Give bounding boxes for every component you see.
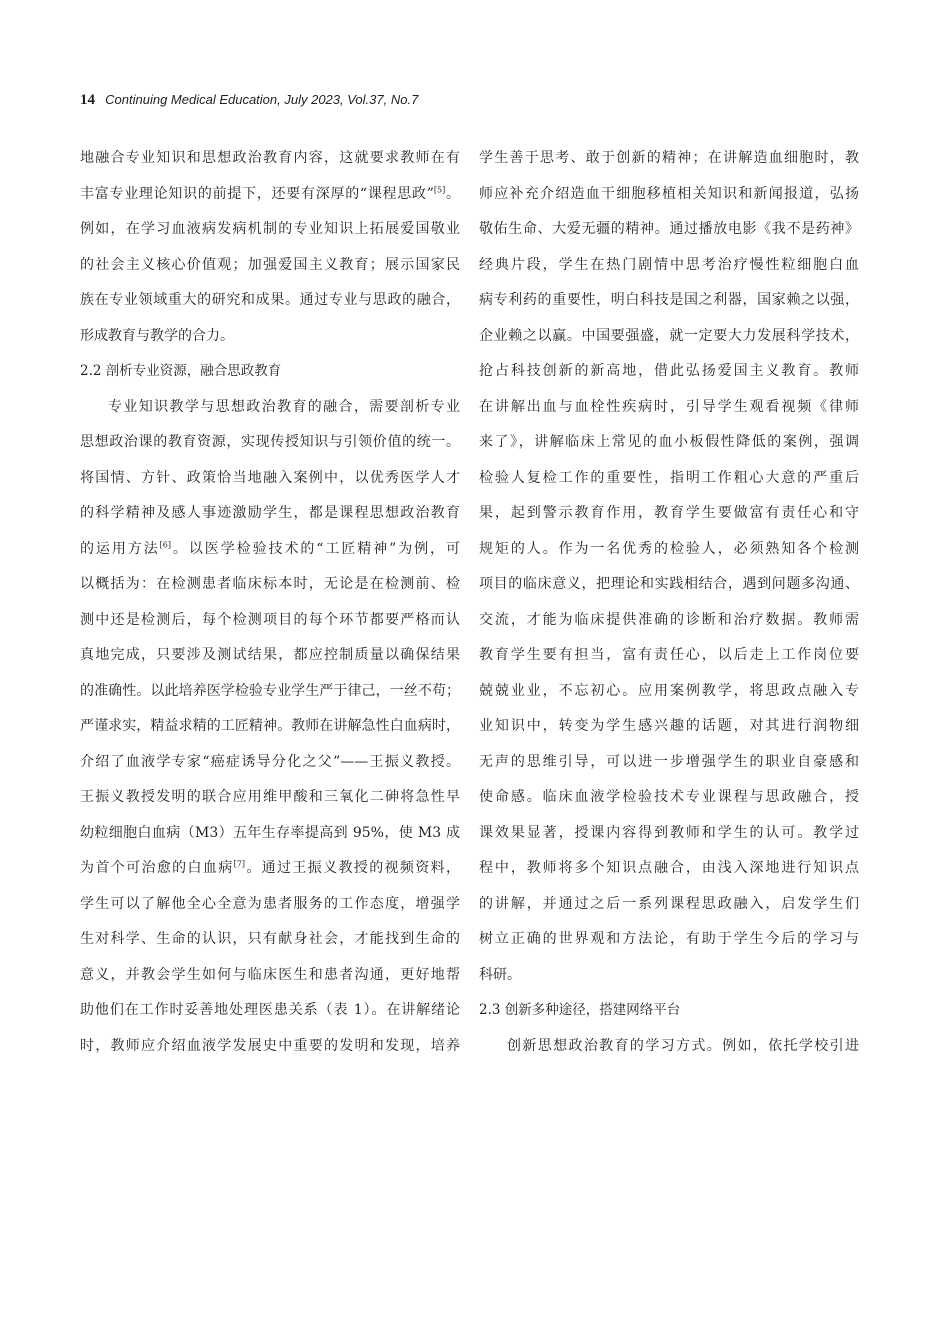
text-line [80,141,460,177]
line-text: 来了》，讲解临床上常见的血小板假性降低的案例，强调 [479,434,859,450]
citation-ref: [7] [233,859,245,869]
section-heading [80,354,460,390]
line-text: 使命感。临床血液学检验技术专业课程与思政融合，授 [479,789,859,805]
line-text: 交流，才能为临床提供准确的诊断和治疗数据。教师需 [479,611,859,628]
text-line [479,319,859,355]
line-text: 的社会主义核心价值观；加强爱国主义教育；展示国家民 [80,256,460,273]
text-line [80,887,460,923]
line-text: 时，教师应介绍血液学发展史中重要的发明和发现，培养 [80,1037,460,1054]
line-text: 科研。 [479,966,521,983]
line-text: 形成教育与教学的合力。 [80,327,234,344]
line-text: 地融合专业知识和思想政治教育内容，这就要求教师在有 [80,150,460,166]
text-line [479,780,859,816]
line-text: 的讲解，并通过之后一系列课程思政融入，启发学生们 [479,895,859,912]
line-text: 助他们在工作时妥善地处理医患关系（表 1）。在讲解绪论 [80,1002,460,1018]
section-heading [479,993,859,1029]
line-text: 企业赖之以赢。中国要强盛，就一定要大力发展科学技术， [479,327,859,344]
line-text: 病专利药的重要性，明白科技是国之利器，国家赖之以强， [479,292,859,308]
text-line [479,674,859,710]
line-text: 兢兢业业，不忘初心。应用案例教学，将思政点融入专 [479,682,859,699]
line-text: 课效果显著，授课内容得到教师和学生的认可。教学过 [479,824,859,841]
line-text: 将国情、方针、政策恰当地融入案例中，以优秀医学人才 [80,469,460,486]
text-line [80,638,460,674]
text-line [479,709,859,745]
line-text: 无声的思维引导，可以进一步增强学生的职业自豪感和 [479,753,859,770]
text-line [80,816,460,852]
journal-citation: Continuing Medical Education, July 2023, Vol.37, No.7 [105,92,419,107]
line-text: 2.2 剖析专业资源，融合思政教育 [80,363,282,379]
text-line [80,1029,460,1065]
line-text: 学生可以了解他全心全意为患者服务的工作态度，增强学 [80,895,460,912]
text-line [479,816,859,852]
line-text: 项目的临床意义，把理论和实践相结合，遇到问题多沟通、 [479,576,859,592]
line-text: 果，起到警示教育作用，教育学生要做富有责任心和守 [479,505,859,521]
line-text: 树立正确的世界观和方法论，有助于学生今后的学习与 [479,931,859,947]
line-text: 创新思想政治教育的学习方式。例如，依托学校引进 [507,1037,859,1054]
line-text: 测中还是检测后，每个检测项目的每个环节都要严格而认 [80,611,460,628]
line-text: 业知识中，转变为学生感兴趣的话题，对其进行润物细 [479,718,859,734]
line-text: 真地完成，只要涉及测试结果，都应控制质量以确保结果 [80,647,460,663]
text-line [479,283,859,319]
page-number: 14 [80,92,95,108]
text-line [80,958,460,994]
line-text: 以概括为：在检测患者临床标本时，无论是在检测前、检 [80,576,460,592]
text-line [80,212,460,248]
line-text: 幼粒细胞白血病（M3）五年生存率提高到 95%，使 M3 成 [80,824,460,841]
text-line [479,638,859,674]
text-line [479,887,859,923]
line-text: 的科学精神及感人事迹激励学生，都是课程思想政治教育 [80,505,460,521]
text-line [479,354,859,390]
citation-ref: [6] [159,539,171,549]
text-line [479,141,859,177]
text-line [479,390,859,426]
line-text: 规矩的人。作为一名优秀的检验人，必须熟知各个检测 [479,540,859,557]
text-line [80,425,460,461]
text-line [80,319,460,355]
line-text: 思想政治课的教育资源，实现传授知识与引领价值的统一。 [80,434,460,450]
line-text: 王振义教授发明的联合应用维甲酸和三氧化二砷将急性早 [80,789,460,805]
text-line [479,603,859,639]
text-line [80,461,460,497]
text-line [479,496,859,532]
line-text-continued: 。 [445,185,460,202]
text-line [479,745,859,781]
text-line [80,709,460,745]
line-text: 教育学生要有担当，富有责任心，以后走上工作岗位要 [479,647,859,663]
line-text: 敬佑生命、大爱无疆的精神。通过播放电影《我不是药神》 [479,221,859,237]
text-line [80,603,460,639]
line-text-continued: 。以医学检验技术的“工匠精神”为例，可 [171,540,460,557]
line-text: 介绍了血液学专家“癌症诱导分化之父”——王振义教授。 [80,753,460,770]
text-line [479,851,859,887]
line-text: 的运用方法 [80,540,160,557]
text-line [80,780,460,816]
line-text: 例如，在学习血液病发病机制的专业知识上拓展爱国敬业 [80,221,460,237]
line-text-continued: 。通过王振义教授的视频资料， [244,860,460,876]
right-column [479,141,859,1064]
line-text: 抢占科技创新的新高地，借此弘扬爱国主义教育。教师 [479,363,859,379]
line-text: 学生善于思考、敢于创新的精神；在讲解造血细胞时，教 [479,150,859,166]
text-line [479,567,859,603]
line-text: 严谨求实，精益求精的工匠精神。教师在讲解急性白血病时， [80,718,460,734]
line-text: 2.3 创新多种途径，搭建网络平台 [479,1002,681,1018]
left-column [80,141,460,1064]
line-text: 程中，教师将多个知识点融合，由浅入深地进行知识点 [479,860,859,876]
line-text: 为首个可治愈的白血病 [80,860,234,876]
text-line [80,283,460,319]
text-line [80,532,460,568]
text-line [80,567,460,603]
text-line [479,532,859,568]
line-text: 的准确性。以此培养医学检验专业学生严于律己，一丝不苟； [80,682,460,699]
text-line [479,1029,859,1065]
line-text: 生对科学、生命的认识，只有献身社会，才能找到生命的 [80,931,460,947]
text-line [80,993,460,1029]
text-line [479,177,859,213]
text-line [80,390,460,426]
line-text: 经典片段，学生在热门剧情中思考治疗慢性粒细胞白血 [479,256,859,273]
text-line [479,425,859,461]
line-text: 丰富专业理论知识的前提下，还要有深厚的“课程思政” [80,185,434,202]
line-text: 师应补充介绍造血干细胞移植相关知识和新闻报道，弘扬 [479,185,859,202]
text-line [479,248,859,284]
text-line [80,674,460,710]
line-text: 检验人复检工作的重要性，指明工作粗心大意的严重后 [479,469,859,486]
text-line [80,177,460,213]
text-line [479,958,859,994]
text-line [479,461,859,497]
text-line [479,212,859,248]
line-text: 意义，并教会学生如何与临床医生和患者沟通，更好地帮 [80,966,460,983]
text-line [479,922,859,958]
line-text: 族在专业领域重大的研究和成果。通过专业与思政的融合， [80,292,460,308]
text-line [80,851,460,887]
citation-ref: [5] [433,184,446,194]
text-line [80,248,460,284]
text-line [80,922,460,958]
text-line [80,496,460,532]
running-header [80,90,418,110]
line-text: 在讲解出血与血栓性疾病时，引导学生观看视频《律师 [479,398,859,415]
line-text: 专业知识教学与思想政治教育的融合，需要剖析专业 [108,398,460,415]
text-line [80,745,460,781]
